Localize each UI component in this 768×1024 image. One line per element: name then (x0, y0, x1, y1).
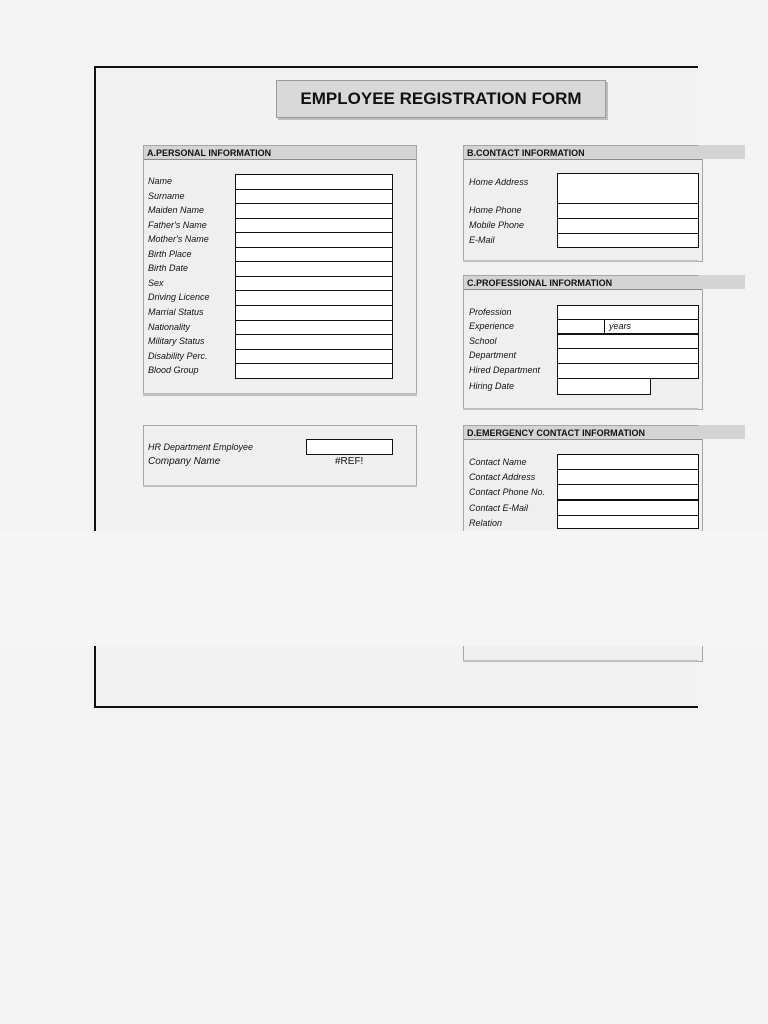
hiring-date-field[interactable] (557, 378, 651, 395)
emergency-header-extension (698, 425, 745, 439)
personal-field-label: Nationality (148, 321, 191, 332)
department-label: Department (469, 350, 517, 360)
hired-department-field[interactable] (557, 363, 699, 379)
professional-header-extension (698, 275, 745, 289)
emergency-field-label: Contact Name (469, 457, 527, 467)
personal-field-label: Birth Place (148, 248, 192, 259)
emergency-field-label: Contact Address (469, 472, 536, 483)
emergency-field-input[interactable] (557, 500, 699, 516)
hr-employee-field[interactable] (306, 439, 393, 455)
emergency-panel-shadow (463, 660, 698, 662)
contact-info-header: B.CONTACT INFORMATION (464, 146, 702, 160)
frame-left-border (94, 66, 96, 531)
school-field[interactable] (557, 334, 699, 349)
personal-field-input[interactable] (235, 363, 393, 379)
home-address-label: Home Address (469, 177, 529, 187)
email-field[interactable] (557, 233, 699, 248)
experience-field[interactable] (557, 319, 605, 334)
personal-field-label: Surname (148, 190, 185, 201)
email-label: E-Mail (469, 235, 495, 245)
personal-field-label: Mother's Name (148, 234, 209, 245)
personal-panel-shadow (143, 393, 417, 396)
emergency-field-label: Relation (469, 517, 503, 528)
profession-label: Profession (469, 307, 512, 317)
form-title: EMPLOYEE REGISTRATION FORM (276, 80, 606, 118)
contact-panel-shadow (463, 260, 698, 262)
personal-field-label: Marrial Status (148, 306, 204, 317)
home-phone-field[interactable] (557, 203, 699, 219)
department-field[interactable] (557, 348, 699, 364)
frame-bottom-border (94, 706, 698, 708)
personal-field-label: Disability Perc. (148, 350, 208, 361)
emergency-field-input[interactable] (557, 515, 699, 529)
experience-unit-cell (604, 319, 699, 334)
experience-label: Experience (469, 321, 515, 331)
emergency-field-label: Contact Phone No. (469, 487, 546, 498)
contact-header-extension (698, 145, 745, 159)
school-label: School (469, 336, 497, 346)
mobile-phone-field[interactable] (557, 218, 699, 234)
hr-panel-shadow (143, 485, 417, 487)
professional-info-header: C.PROFESSIONAL INFORMATION (464, 276, 702, 290)
emergency-field-label: Contact E-Mail (469, 502, 529, 513)
personal-field-label: Blood Group (148, 365, 199, 376)
company-name-value: #REF! (335, 456, 364, 467)
personal-field-label: Father's Name (148, 219, 207, 230)
personal-info-header: A.PERSONAL INFORMATION (144, 146, 416, 160)
home-phone-label: Home Phone (469, 205, 522, 215)
personal-field-label: Driving Licence (148, 292, 210, 303)
emergency-field-input[interactable] (557, 484, 699, 500)
emergency-info-header: D.EMERGENCY CONTACT INFORMATION (464, 426, 702, 440)
emergency-field-input[interactable] (557, 469, 699, 485)
frame-left-border-lower (94, 646, 96, 708)
hired-department-label: Hired Department (469, 365, 541, 375)
personal-field-label: Name (148, 176, 173, 186)
professional-panel-shadow (463, 408, 698, 410)
mobile-phone-label: Mobile Phone (469, 220, 525, 230)
personal-field-label: Sex (148, 277, 164, 288)
page-gap (0, 531, 768, 646)
home-address-field[interactable] (557, 173, 699, 204)
personal-field-label: Birth Date (148, 263, 189, 274)
personal-field-label: Maiden Name (148, 205, 205, 216)
emergency-field-input[interactable] (557, 454, 699, 470)
hiring-date-label: Hiring Date (469, 381, 515, 391)
frame-top-border (94, 66, 698, 68)
personal-field-label: Military Status (148, 336, 205, 347)
hr-employee-label: HR Department Employee (148, 442, 254, 452)
company-name-label: Company Name (148, 456, 221, 467)
years-label: years (609, 321, 632, 331)
